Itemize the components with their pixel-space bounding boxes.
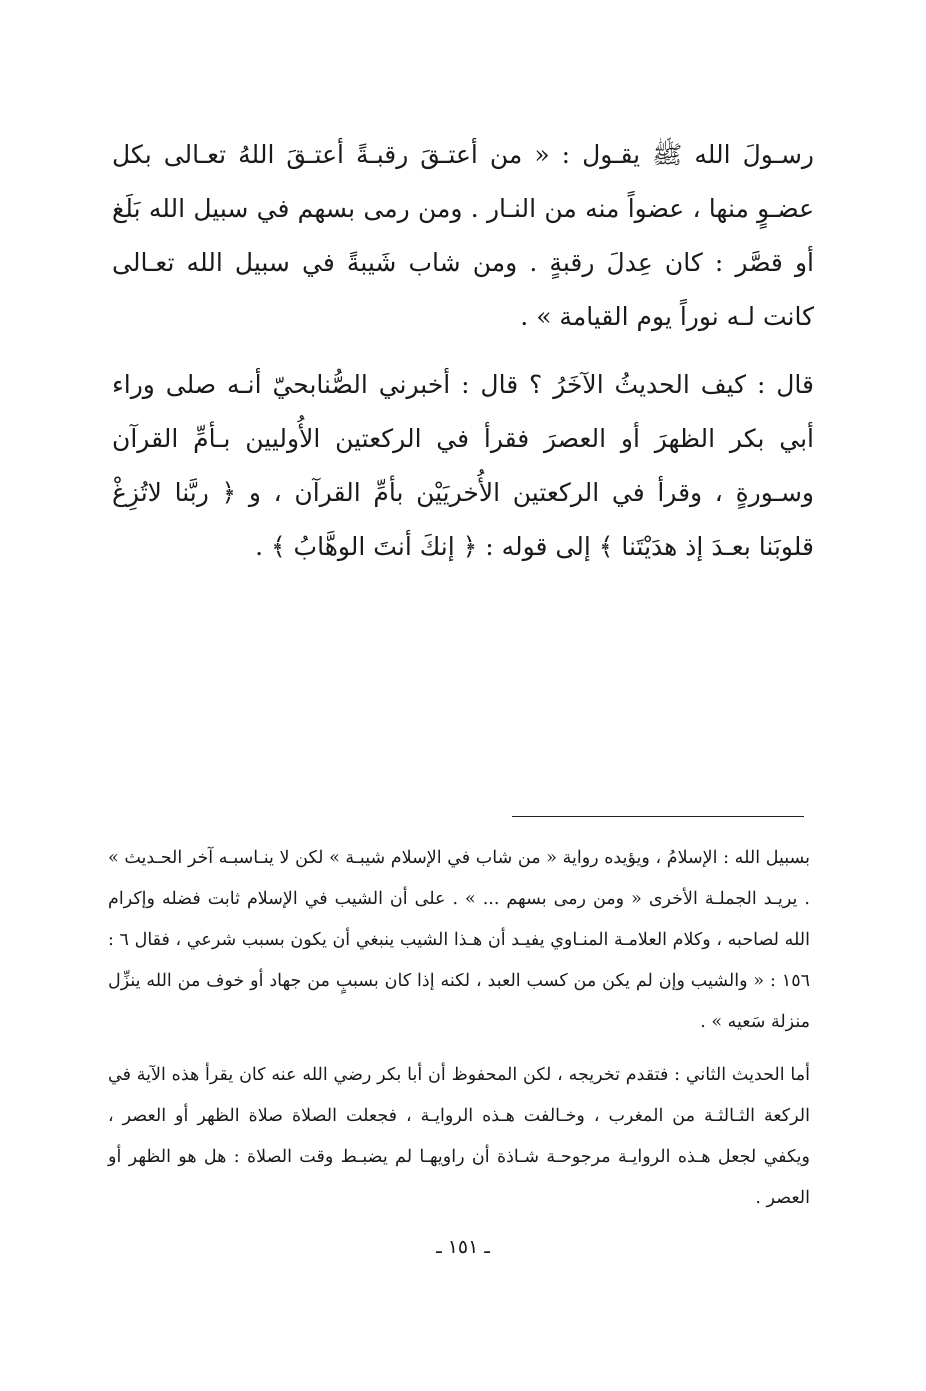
footnotes [108, 838, 810, 1219]
main-paragraph-2: قال : كيف الحديثُ الآخَرُ ؟ قال : أخبرني الصُّنابحيّ أنـه صلى وراء أبي بكر الظهرَ أو العصرَ فقرأ في الركعتين الأُوليين بـأمِّ القرآن وسـورةٍ ، وقرأ في الركعتين الأُخريَيْن بأمِّ القرآن ، و ﴿ ربَّنا لاتُزِغْ قلوبَنا بعـدَ إذ هدَيْتَنا ﴾ إلى قوله : ﴿ إنكَ أنتَ الوهَّابُ ﴾ . [112, 370, 814, 561]
main-text [112, 128, 814, 574]
footnote-paragraph-1: بسبيل الله : الإسلامُ ، ويؤيده رواية « من شاب في الإسلام شيبـة » لكن لا ينـاسبـه آخر الحـديث » . يريـد الجملـة الأخرى « ومن رمى بسهم ... » . على أن الشيب في الإسلام ثابت فضله وإكرام الله لصاحبه ، وكلام العلامـة المنـاوي يفيـد أن هـذا الشيب ينبغي أن يكون بسبب شرعي ، فقال ٦ : ١٥٦ : « والشيب وإن لم يكن من كسب العبد ، لكنه إذا كان بسببٍ من جهاد أو خوف من الله ينزِّل منزلة سَعيه » . [108, 848, 810, 1032]
footnote-separator [512, 816, 804, 817]
main-paragraph-1: رسـولَ الله ﷺ يقـول : « من أعتـقَ رقبـةً أعتـقَ اللهُ تعـالى بكل عضـوٍ منها ، عضواً منه من النـار . ومن رمى بسهم في سبيل الله بَلَغ أو قصَّر : كان عِدلَ رقبةٍ . ومن شاب شَيبةً في سبيل الله تعـالى كانت لـه نوراً يوم القيامة » . [112, 140, 814, 331]
footnote-paragraph-2: أما الحديث الثاني : فتقدم تخريجه ، لكن المحفوظ أن أبا بكر رضي الله عنه كان يقرأ هذه الآية في الركعة الثـالثـة من المغرب ، وخـالفت هـذه الروايـة ، فجعلت الصلاة صلاة الظهر أو العصر ، ويكفي لجعل هـذه الروايـة مرجوحـة شـاذة أن راويهـا لم يضبـط وقت الصلاة : هل هو الظهر أو العصر . [108, 1065, 810, 1208]
page-number: ـ ١٥١ ـ [436, 1236, 490, 1258]
